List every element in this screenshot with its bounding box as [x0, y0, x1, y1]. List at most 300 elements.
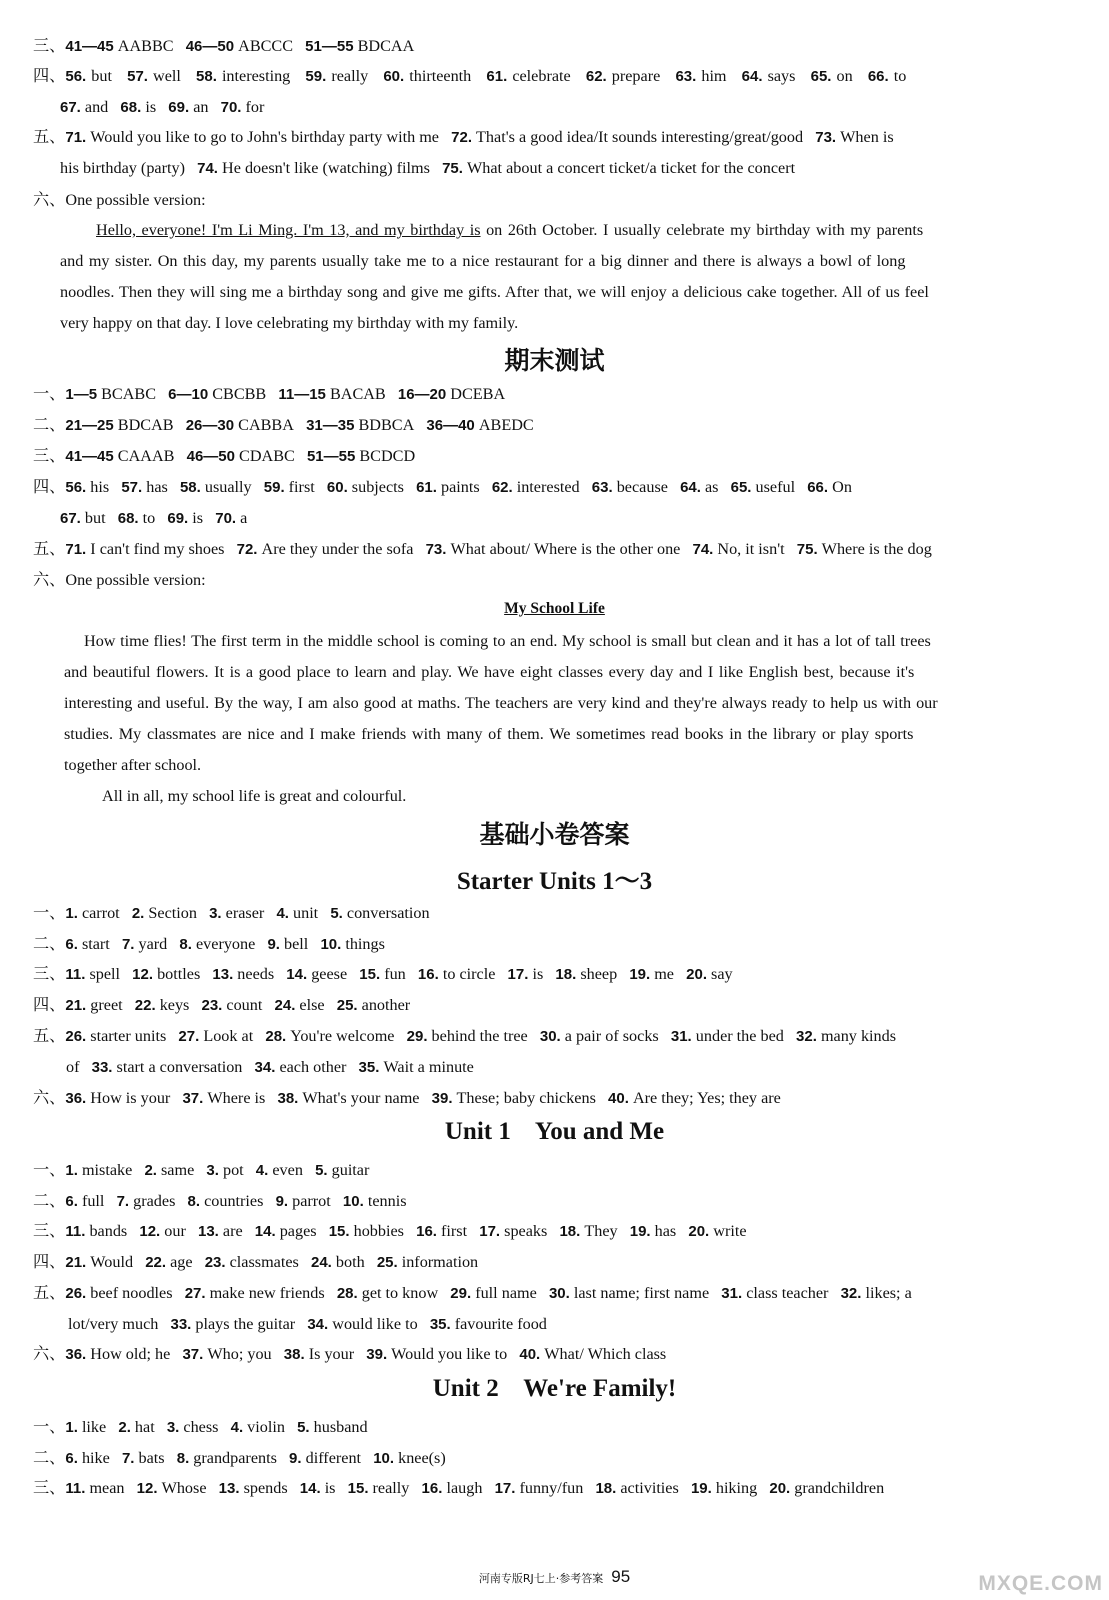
answer-text: his birthday (party)	[60, 159, 185, 177]
answer-text: class teacher	[746, 1284, 829, 1302]
answer-text: No, it isn't	[717, 540, 785, 558]
answer-text: to	[142, 509, 156, 527]
question-number: 10.	[342, 1193, 364, 1210]
question-number: 1.	[65, 905, 78, 922]
answer-text: interesting	[221, 67, 291, 85]
answer-text: last name; first name	[573, 1284, 710, 1302]
question-number: 66.	[807, 479, 829, 496]
answer-text: mean	[89, 1479, 125, 1497]
answer-text: another	[361, 996, 411, 1014]
question-number: 27.	[178, 1028, 200, 1045]
question-number: 13.	[197, 1223, 219, 1240]
answer-text: to	[893, 67, 907, 85]
question-number: 13.	[212, 966, 234, 983]
question-number: 58.	[179, 479, 201, 496]
answer-line	[33, 903, 430, 924]
question-number: 14.	[299, 1480, 321, 1497]
answer-text: thirteenth	[409, 67, 472, 85]
answer-text: on	[836, 67, 853, 85]
answer-text: bands	[89, 1222, 128, 1240]
question-number: 46—50	[186, 448, 235, 465]
essay-line: together after school.	[64, 756, 202, 774]
question-number: 39.	[366, 1346, 388, 1363]
question-number: 22.	[145, 1254, 167, 1271]
question-number: 5.	[330, 905, 343, 922]
answer-line	[33, 1026, 896, 1047]
question-number: 7.	[116, 1193, 130, 1210]
answer-text: bottles	[157, 965, 201, 983]
answer-text: Who; you	[207, 1345, 272, 1363]
answer-text: pot	[222, 1161, 244, 1179]
question-number: 69.	[167, 510, 189, 527]
essay-line: and beautiful flowers. It is a good place to learn and play. We have eight classes every day and I like English best, because it's	[64, 663, 915, 681]
question-number: 16.	[417, 966, 439, 983]
question-number: 68.	[120, 99, 142, 116]
essay-text: on 26th October. I usually celebrate my birthday with my parents	[480, 221, 924, 239]
answer-text: Look at	[203, 1027, 254, 1045]
page-footer	[0, 1567, 1109, 1587]
answer-text: Wait a minute	[383, 1058, 474, 1076]
answer-text: mistake	[81, 1161, 133, 1179]
essay-line	[96, 220, 923, 240]
question-number: 17.	[507, 966, 529, 983]
answer-text: They	[584, 1222, 618, 1240]
answer-text: likes; a	[865, 1284, 912, 1302]
question-number: 11.	[65, 1223, 86, 1240]
answer-text: What about/ Where is the other one	[450, 540, 681, 558]
answer-text: him	[701, 67, 727, 85]
question-number: 32.	[840, 1285, 862, 1302]
answer-text: his	[90, 478, 110, 496]
answer-text: eraser	[225, 904, 265, 922]
answer-line	[33, 384, 505, 405]
answer-text: Section	[148, 904, 197, 922]
question-number: 12.	[136, 1480, 158, 1497]
question-number: 64.	[680, 479, 701, 496]
question-number: 59.	[305, 68, 327, 85]
answer-text: keys	[159, 996, 190, 1014]
answer-text: classmates	[229, 1253, 299, 1271]
answer-text: age	[170, 1253, 193, 1271]
answer-text: activities	[620, 1479, 679, 1497]
question-number: 73.	[815, 129, 837, 146]
question-number: 12.	[139, 1223, 161, 1240]
answer-text: BCABC	[101, 385, 156, 403]
answer-text: How old; he	[90, 1345, 171, 1363]
question-number: 33.	[170, 1316, 192, 1333]
section-marker: 一、	[33, 1161, 66, 1179]
section-marker: 五、	[33, 1284, 66, 1302]
answer-text: beef noodles	[90, 1284, 173, 1302]
question-number: 40.	[608, 1090, 629, 1107]
answer-line	[33, 1191, 407, 1212]
answer-text: everyone	[195, 935, 256, 953]
question-number: 3.	[209, 905, 222, 922]
question-number: 15.	[359, 966, 381, 983]
question-number: 6.	[65, 936, 78, 953]
question-number: 16.	[416, 1223, 437, 1240]
answer-line	[60, 158, 795, 179]
section-marker: 四、	[33, 1253, 66, 1271]
answer-text: Would	[90, 1253, 134, 1271]
answer-text: paints	[441, 478, 480, 496]
answer-text: ABEDC	[478, 416, 534, 434]
essay-line: and my sister. On this day, my parents usually take me to a nice restaurant for a big dinner and there is always a bowl of long	[60, 252, 906, 270]
question-number: 60.	[383, 68, 405, 85]
answer-text: fun	[384, 965, 406, 983]
question-number: 11—15	[278, 386, 326, 403]
section-marker: 四、	[33, 67, 66, 85]
question-number: 67.	[60, 510, 81, 527]
essay-line: How time flies! The first term in the middle school is coming to an end. My school is small but clean and it has a lot of tall trees	[84, 632, 931, 650]
essay-title: My School Life	[504, 600, 605, 617]
question-number: 59.	[263, 479, 285, 496]
section-marker: 五、	[33, 540, 66, 558]
answer-text: a	[240, 509, 248, 527]
version-label: 六、One possible version:	[33, 191, 206, 209]
section-marker: 五、	[33, 128, 66, 146]
answer-text: but	[91, 67, 112, 85]
answer-line	[66, 1057, 474, 1078]
answer-text: count	[226, 996, 263, 1014]
question-number: 35.	[358, 1059, 380, 1076]
question-number: 71.	[65, 129, 87, 146]
answer-line	[33, 539, 932, 560]
answer-text: of	[66, 1058, 80, 1076]
question-number: 1.	[65, 1419, 78, 1436]
question-number: 3.	[166, 1419, 180, 1436]
question-number: 30.	[539, 1028, 561, 1045]
question-number: 13.	[218, 1480, 240, 1497]
answer-text: usually	[204, 478, 252, 496]
question-number: 34.	[254, 1059, 276, 1076]
question-number: 7.	[121, 1450, 135, 1467]
answer-text: like	[81, 1418, 107, 1436]
answer-line	[33, 995, 410, 1016]
question-number: 62.	[491, 479, 513, 496]
answer-text: full name	[475, 1284, 537, 1302]
question-number: 23.	[201, 997, 223, 1014]
question-number: 19.	[690, 1480, 712, 1497]
question-number: 15.	[347, 1480, 369, 1497]
answer-text: Are they under the sofa	[261, 540, 414, 558]
answer-text: even	[272, 1161, 303, 1179]
question-number: 19.	[629, 966, 651, 983]
question-number: 14.	[254, 1223, 276, 1240]
answer-text: write	[713, 1222, 747, 1240]
answer-text: has	[146, 478, 168, 496]
question-number: 62.	[585, 68, 607, 85]
answer-text: bell	[284, 935, 309, 953]
answer-text: Is your	[308, 1345, 355, 1363]
answer-text: grades	[133, 1192, 176, 1210]
section-marker: 一、	[33, 904, 66, 922]
question-number: 20.	[769, 1480, 791, 1497]
answer-text: first	[441, 1222, 468, 1240]
question-number: 31.	[721, 1285, 743, 1302]
answer-text: has	[654, 1222, 677, 1240]
answer-text: our	[164, 1222, 186, 1240]
answer-text: make new friends	[209, 1284, 325, 1302]
question-number: 29.	[406, 1028, 428, 1045]
question-number: 6.	[65, 1193, 78, 1210]
answer-line	[33, 127, 894, 148]
question-number: 16—20	[397, 386, 447, 403]
answer-text: to circle	[442, 965, 496, 983]
answer-line	[33, 1088, 781, 1109]
section-marker: 三、	[33, 447, 66, 465]
answer-text: conversation	[346, 904, 430, 922]
question-number: 1.	[65, 1162, 78, 1179]
question-number: 8.	[179, 936, 192, 953]
answer-text: are	[222, 1222, 243, 1240]
answer-text: spell	[89, 965, 121, 983]
section-marker: 三、	[33, 1479, 66, 1497]
question-number: 57.	[121, 479, 143, 496]
question-number: 32.	[796, 1028, 817, 1045]
question-number: 8.	[176, 1450, 190, 1467]
answer-text: start a conversation	[116, 1058, 243, 1076]
section-marker: 三、	[33, 965, 66, 983]
answer-text: hobbies	[353, 1222, 404, 1240]
answer-text: How is your	[90, 1089, 171, 1107]
question-number: 25.	[336, 997, 358, 1014]
essay-line: All in all, my school life is great and colourful.	[102, 787, 407, 805]
question-number: 23.	[204, 1254, 226, 1271]
answer-line	[60, 97, 264, 118]
answer-text: grandparents	[193, 1449, 277, 1467]
answer-text: That's a good idea/It sounds interesting/great/good	[476, 128, 804, 146]
watermark-logo: MXQE.COM	[978, 1572, 1103, 1595]
question-number: 61.	[486, 68, 508, 85]
answer-text: hat	[134, 1418, 155, 1436]
answer-line	[33, 66, 906, 87]
answer-line	[33, 1160, 369, 1181]
answer-text: carrot	[81, 904, 120, 922]
answer-line	[33, 1448, 446, 1469]
answer-line	[33, 446, 415, 467]
question-number: 1—5	[65, 386, 98, 403]
answer-text: Where is	[207, 1089, 266, 1107]
section-heading: 基础小卷答案	[479, 820, 630, 849]
question-number: 3.	[206, 1162, 219, 1179]
answer-text: Whose	[161, 1479, 207, 1497]
question-number: 40.	[519, 1346, 541, 1363]
question-number: 51—55	[306, 448, 356, 465]
answer-line	[33, 477, 852, 498]
answer-text: plays the guitar	[195, 1315, 296, 1333]
answer-text: different	[305, 1449, 362, 1467]
question-number: 4.	[230, 1419, 244, 1436]
question-number: 5.	[315, 1162, 328, 1179]
question-number: 25.	[376, 1254, 398, 1271]
answer-text: is	[532, 965, 544, 983]
answer-text: You're welcome	[290, 1027, 395, 1045]
question-number: 8.	[187, 1193, 201, 1210]
answer-line	[68, 1314, 547, 1335]
answer-text: interested	[516, 478, 580, 496]
answer-text: celebrate	[512, 67, 571, 85]
answer-text: spends	[243, 1479, 288, 1497]
question-number: 16.	[421, 1480, 443, 1497]
question-number: 65.	[730, 479, 752, 496]
question-number: 10.	[373, 1450, 395, 1467]
question-number: 2.	[118, 1419, 131, 1436]
answer-text: guitar	[331, 1161, 370, 1179]
answer-text: CDABC	[239, 447, 295, 465]
question-number: 17.	[494, 1480, 516, 1497]
answer-text: for	[245, 98, 265, 116]
question-number: 36—40	[426, 417, 475, 434]
question-number: 36.	[65, 1346, 87, 1363]
answer-line	[33, 1417, 368, 1438]
answer-text: grandchildren	[794, 1479, 885, 1497]
question-number: 31.	[670, 1028, 692, 1045]
section-marker: 一、	[33, 385, 66, 403]
question-number: 21—25	[65, 417, 114, 434]
answer-line	[33, 1283, 912, 1304]
answer-text: He doesn't like (watching) films	[222, 159, 430, 177]
question-number: 17.	[479, 1223, 501, 1240]
essay-line: studies. My classmates are nice and I make friends with many of them. We sometimes read books in the library or play sports	[64, 725, 914, 743]
question-number: 75.	[442, 160, 463, 177]
question-number: 38.	[277, 1090, 299, 1107]
answer-text: starter units	[90, 1027, 167, 1045]
answer-text: each other	[279, 1058, 347, 1076]
answer-text: funny/fun	[519, 1479, 584, 1497]
answer-text: On	[832, 478, 852, 496]
question-number: 67.	[60, 99, 81, 116]
section-marker: 二、	[33, 1449, 66, 1467]
answer-text: BACAB	[329, 385, 386, 403]
question-number: 72.	[236, 541, 258, 558]
answer-line	[33, 1478, 884, 1499]
answer-text: lot/very much	[68, 1315, 159, 1333]
section-marker: 一、	[33, 1418, 66, 1436]
answer-text: useful	[755, 478, 796, 496]
question-number: 72.	[451, 129, 472, 146]
question-number: 12.	[132, 966, 154, 983]
question-number: 36.	[65, 1090, 87, 1107]
question-number: 41—45	[65, 448, 114, 465]
question-number: 4.	[276, 905, 289, 922]
answer-text: really	[331, 67, 369, 85]
question-number: 39.	[431, 1090, 453, 1107]
section-heading: 期末测试	[504, 346, 605, 375]
answer-text: parrot	[292, 1192, 331, 1210]
answer-text: really	[372, 1479, 410, 1497]
question-number: 37.	[182, 1346, 204, 1363]
answer-text: BDCAA	[357, 37, 415, 55]
question-number: 26.	[65, 1028, 87, 1045]
question-number: 69.	[168, 99, 190, 116]
answer-line	[33, 1252, 478, 1273]
answer-text: needs	[237, 965, 275, 983]
question-number: 33.	[91, 1059, 113, 1076]
answer-text: DCEBA	[450, 385, 506, 403]
question-number: 5.	[297, 1419, 310, 1436]
answer-text: says	[767, 67, 796, 85]
essay-underlined-text: Hello, everyone! I'm Li Ming. I'm 13, and my birthday is	[96, 221, 481, 239]
question-number: 20.	[688, 1223, 710, 1240]
question-number: 9.	[267, 936, 280, 953]
answer-text: is	[192, 509, 204, 527]
question-number: 37.	[182, 1090, 204, 1107]
question-number: 9.	[289, 1450, 302, 1467]
question-number: 34.	[307, 1316, 329, 1333]
question-number: 57.	[127, 68, 148, 85]
section-marker: 四、	[33, 996, 66, 1014]
unit-heading: Starter Units 1～3	[456, 868, 653, 895]
answer-text: When is	[840, 128, 894, 146]
section-marker: 四、	[33, 478, 66, 496]
answer-text: What about a concert ticket/a ticket for the concert	[467, 159, 796, 177]
answer-text: Are they; Yes; they are	[632, 1089, 781, 1107]
answer-text: get to know	[361, 1284, 439, 1302]
question-number: 70.	[215, 510, 237, 527]
unit-heading: Unit 1 You and Me	[444, 1118, 665, 1145]
answer-text: violin	[247, 1418, 285, 1436]
question-number: 24.	[274, 997, 296, 1014]
question-number: 24.	[310, 1254, 332, 1271]
question-number: 35.	[429, 1316, 451, 1333]
question-number: 6.	[65, 1450, 78, 1467]
answer-text: Where is the dog	[821, 540, 932, 558]
answer-line	[33, 415, 534, 436]
footer-edition: 河南专版RJ七上·参考答案	[478, 1572, 604, 1585]
question-number: 28.	[336, 1285, 358, 1302]
answer-text: an	[193, 98, 209, 116]
question-number: 26.	[65, 1285, 87, 1302]
question-number: 22.	[134, 997, 156, 1014]
answer-text: would like to	[332, 1315, 418, 1333]
answer-text: me	[654, 965, 674, 983]
section-marker: 五、	[33, 1027, 66, 1045]
answer-text: laugh	[446, 1479, 483, 1497]
question-number: 64.	[741, 68, 763, 85]
question-number: 63.	[591, 479, 613, 496]
answer-text: full	[81, 1192, 105, 1210]
question-number: 56.	[65, 68, 87, 85]
answer-text: bats	[138, 1449, 165, 1467]
question-number: 28.	[265, 1028, 287, 1045]
answer-line	[33, 964, 733, 985]
question-number: 2.	[144, 1162, 157, 1179]
answer-text: same	[161, 1161, 195, 1179]
answer-text: I can't find my shoes	[90, 540, 225, 558]
answer-line	[33, 934, 385, 955]
question-number: 38.	[283, 1346, 305, 1363]
question-number: 18.	[559, 1223, 581, 1240]
answer-text: under the bed	[695, 1027, 784, 1045]
answer-text: is	[324, 1479, 336, 1497]
page-number: 95	[611, 1567, 631, 1586]
question-number: 18.	[555, 966, 577, 983]
question-number: 31—35	[306, 417, 355, 434]
question-number: 2.	[131, 905, 145, 922]
question-number: 65.	[810, 68, 832, 85]
answer-text: as	[704, 478, 719, 496]
answer-text: Would you like to go to John's birthday party with me	[90, 128, 439, 146]
answer-text: because	[616, 478, 668, 496]
answer-line	[33, 1221, 747, 1242]
question-number: 29.	[450, 1285, 472, 1302]
question-number: 21.	[65, 1254, 87, 1271]
answer-text: say	[711, 965, 733, 983]
question-number: 74.	[197, 160, 218, 177]
question-number: 11.	[65, 966, 86, 983]
answer-text: information	[401, 1253, 479, 1271]
